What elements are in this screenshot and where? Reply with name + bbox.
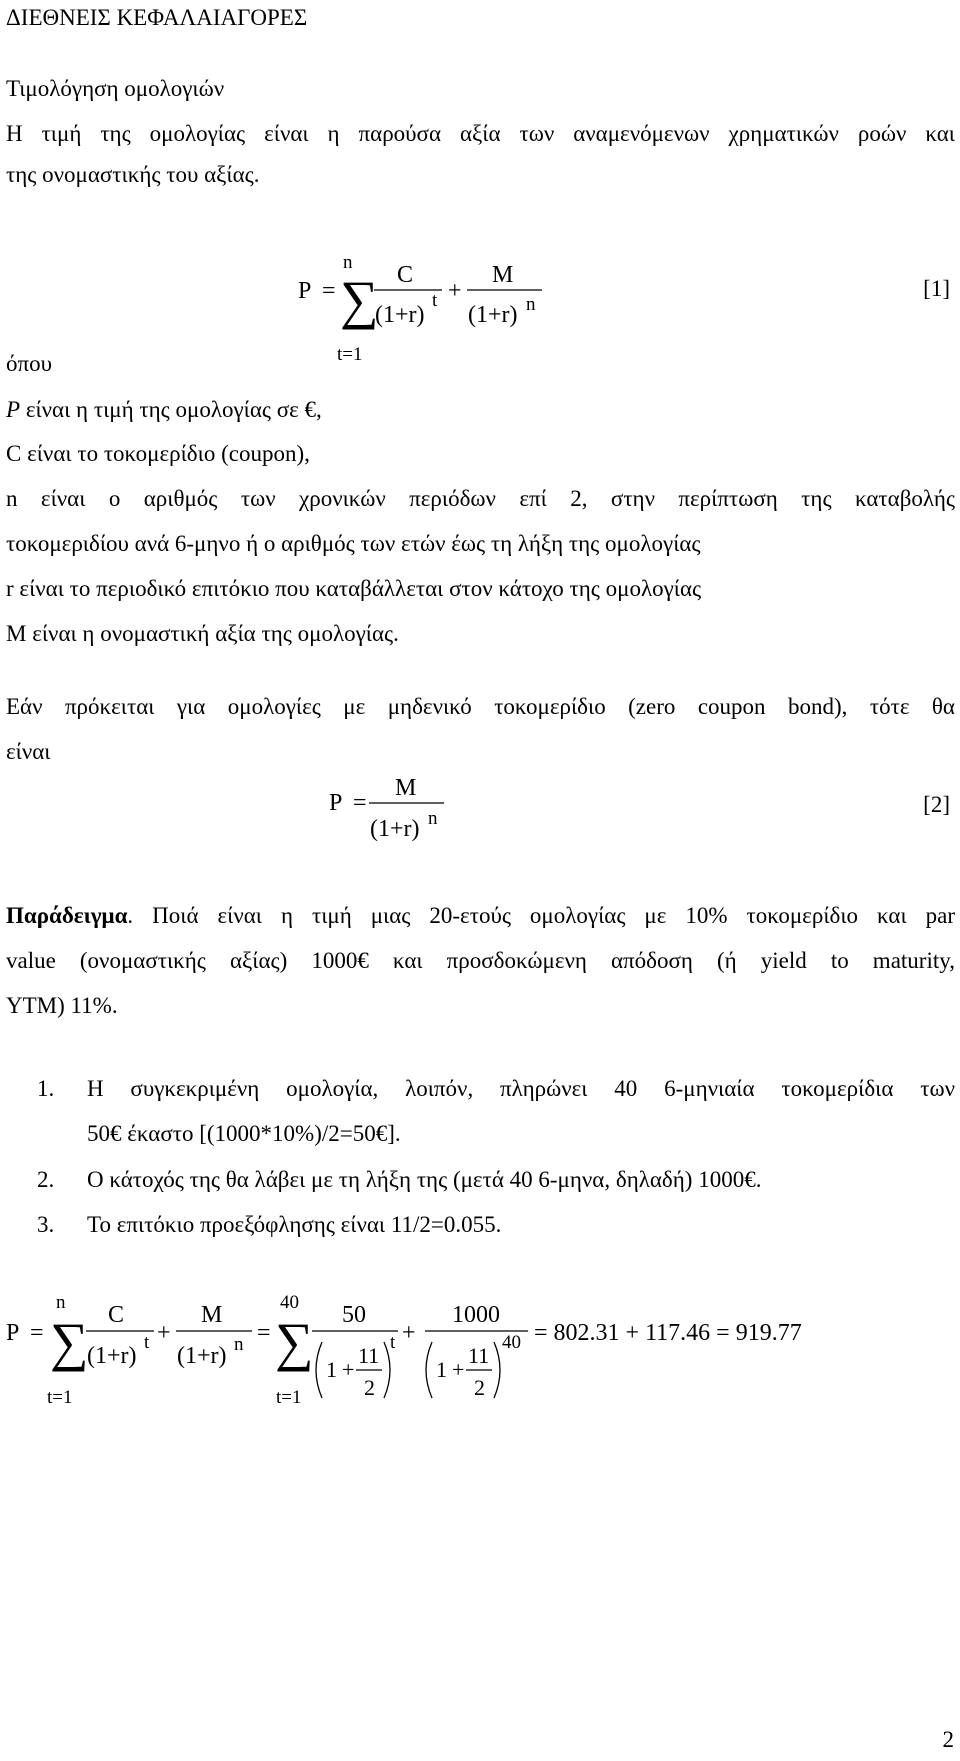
eq1-plus: + [448,278,462,304]
eq3-f4-frac-num: 11 [468,1343,490,1368]
eq1-term1-den: (1+r) [375,302,425,328]
step-2-number: 2. [37,1167,55,1192]
eq1-term1-exp: t [432,290,438,311]
eq3-f3-exp: t [390,1332,396,1353]
where-label: όπου [6,351,52,376]
eq1-term2-num: M [492,262,514,288]
eq3-f4-plus: + [452,1357,465,1382]
eq2-exp: n [428,808,438,829]
intro-line-1: Η τιμή της ομολογίας είναι η παρούσα αξία των αναμενόμενων χρηματικών ροών και [6,121,955,146]
eq3-sigma-2: ∑ [275,1312,314,1372]
step-3-line-1: Το επιτόκιο προεξόφλησης είναι 11/2=0.055. [87,1212,502,1237]
equation-2 [0,770,960,900]
eq3-f1-exp: t [144,1332,150,1353]
step-1-line-1: Η συγκεκριμένη ομολογία, λοιπόν, πληρώνει 40 6-μηνιαία τοκομερίδια των [87,1076,955,1101]
eq2-tag: [2] [923,792,950,817]
eq3-f3-frac-den: 2 [364,1375,375,1400]
definition-c: C είναι το τοκομερίδιο (coupon), [6,441,310,466]
step-1-number: 1. [37,1076,55,1101]
eq3-f4-one: 1 [436,1357,447,1382]
p-definition-text: είναι η τιμή της ομολογίας σε €, [20,397,322,422]
eq3-f2-num: M [201,1302,223,1328]
page-number: 2 [942,1727,954,1752]
definition-m: M είναι η ονομαστική αξία της ομολογίας. [6,621,399,646]
equation-1 [0,0,960,380]
eq1-sum-bottom: t=1 [337,344,363,365]
eq3-f1-den: (1+r) [87,1343,137,1369]
definition-n-line-2: τοκομεριδίου ανά 6-μηνο ή ο αριθμός των ετών έως τη λήξη της ομολογίας [6,531,701,556]
zero-coupon-line-1: Εάν πρόκειται για ομολογίες με μηδενικό τοκομερίδιο (zero coupon bond), τότε θα [6,694,955,719]
eq1-sum-top: n [343,252,353,273]
step-3-number: 3. [37,1212,55,1237]
eq3-f2-exp: n [234,1334,244,1355]
eq1-term2-exp: n [526,294,536,315]
eq3-f1-num: C [108,1302,125,1328]
eq1-equals: = [322,278,336,304]
example-line-1 [6,904,955,927]
eq3-f3-one: 1 [326,1357,337,1382]
eq3-f4-frac-den: 2 [474,1375,485,1400]
eq3-f3-num: 50 [342,1302,366,1328]
p-variable: P [6,397,21,422]
document-title: ΔΙΕΘΝΕΙΣ ΚΕΦΑΛΑΙΑΓΟΡΕΣ [6,5,308,30]
eq1-tag: [1] [923,276,950,301]
eq3-f2-den: (1+r) [177,1343,227,1369]
eq3-sigma-1: ∑ [50,1312,89,1372]
eq3-f3-frac-num: 11 [358,1343,380,1368]
eq3-equals-2: = [257,1320,271,1346]
example-text-1: . Ποιά είναι η τιμή μιας 20-ετούς ομολογίας με 10% τοκομερίδιο και par [127,903,955,928]
eq3-f4-exp: 40 [502,1332,521,1353]
eq3-result: = 802.31 + 117.46 = 919.77 [534,1320,802,1346]
eq1-lhs: P [298,278,312,304]
intro-line-2: της ονομαστικής του αξίας. [6,162,260,187]
eq3-sum1-top: n [56,1292,66,1313]
definition-r: r είναι το περιοδικό επιτόκιο που καταβάλλεται στον κάτοχο της ομολογίας [6,576,702,601]
equation-3 [0,1270,960,1430]
eq3-equals-1: = [30,1320,44,1346]
example-label: Παράδειγμα [6,903,128,928]
eq2-lhs: P [329,790,343,816]
step-1-line-2: 50€ έκαστο [(1000*10%)/2=50€]. [87,1121,401,1146]
definition-n-line-1: n είναι ο αριθμός των χρονικών περιόδων επί 2, στην περίπτωση της καταβολής [6,486,955,511]
section-heading: Τιμολόγηση ομολογιών [6,76,225,101]
eq2-num: M [395,775,417,801]
eq3-sum2-bottom: t=1 [276,1387,302,1408]
eq3-sum2-top: 40 [280,1292,299,1313]
eq3-plus-1: + [157,1320,171,1346]
eq1-term1-num: C [397,262,414,288]
example-line-3: YTM) 11%. [6,993,118,1018]
eq3-f4-num: 1000 [452,1302,500,1328]
eq2-equals: = [353,790,367,816]
eq1-sigma: ∑ [340,270,379,330]
step-2-line-1: Ο κάτοχός της θα λάβει με τη λήξη της (μετά 40 6-μηνα, δηλαδή) 1000€. [87,1167,762,1192]
eq2-den: (1+r) [370,816,420,842]
zero-coupon-line-2: είναι [6,739,51,764]
example-line-2: value (ονομαστικής αξίας) 1000€ και προσδοκώμενη απόδοση (ή yield to maturity, [6,948,955,973]
eq3-lhs: P [6,1320,20,1346]
eq1-term2-den: (1+r) [468,302,518,328]
eq3-sum1-bottom: t=1 [47,1387,73,1408]
definition-p [6,398,322,421]
eq3-f3-plus: + [342,1357,355,1382]
eq3-plus-2: + [402,1320,416,1346]
